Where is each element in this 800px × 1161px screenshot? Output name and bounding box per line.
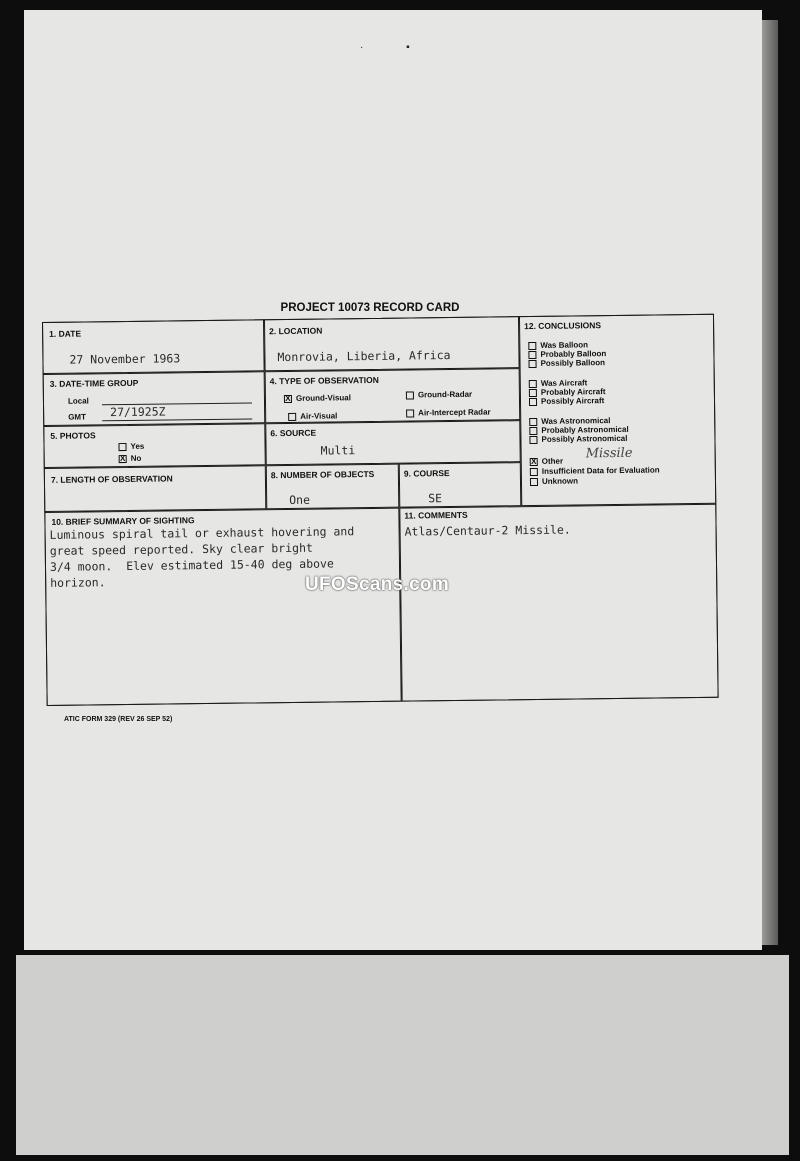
photos-yes-option [118, 442, 144, 451]
photos-no-option [119, 454, 142, 463]
checkbox-icon [529, 380, 537, 388]
other-handwritten: Missile [585, 445, 633, 462]
photos-cell [43, 423, 265, 468]
checkbox-icon [528, 342, 536, 350]
checkbox-icon [529, 389, 537, 397]
conclusion-text: Probably Balloon [540, 349, 607, 359]
comments-label: 11. COMMENTS [404, 509, 468, 521]
conclusion-possibly-balloon [528, 358, 605, 368]
summary-label: 10. BRIEF SUMMARY OF SIGHTING [51, 515, 195, 527]
location-value: Monrovia, Liberia, Africa [277, 348, 451, 365]
photos-yes-checkbox [118, 443, 126, 451]
num-objects-label: 8. NUMBER OF OBJECTS [270, 468, 375, 481]
summary-line: Luminous spiral tail or exhaust hovering and [49, 524, 355, 542]
comments-cell [399, 504, 718, 702]
checkbox-icon [529, 427, 537, 435]
checkbox-icon [528, 351, 536, 359]
conclusions-cell [519, 314, 716, 506]
summary-line: great speed reported. Sky clear bright [49, 540, 313, 558]
other-checkbox: X [531, 456, 537, 466]
air-intercept-option [406, 408, 491, 418]
conclusions-label: 12. CONCLUSIONS [524, 320, 602, 332]
photos-label: 5. PHOTOS [50, 430, 96, 441]
type-obs-label: 4. TYPE OF OBSERVATION [269, 374, 379, 387]
length-cell [44, 465, 267, 512]
course-value: SE [428, 491, 443, 506]
air-intercept-text: Air-Intercept Radar [418, 407, 491, 418]
ground-radar-checkbox [406, 391, 414, 399]
summary-cell [44, 508, 401, 706]
checkbox-icon [529, 418, 537, 426]
conclusion-text: Possibly Balloon [540, 358, 606, 368]
conclusion-text: Probably Astronomical [541, 424, 629, 435]
conclusion-text: Probably Aircraft [540, 387, 606, 397]
air-visual-option [288, 411, 337, 421]
course-cell [399, 462, 522, 507]
air-visual-text: Air-Visual [300, 411, 338, 421]
conclusion-text: Was Astronomical [541, 416, 611, 426]
checkbox-icon [530, 468, 538, 476]
ground-visual-option [284, 393, 351, 403]
type-obs-cell [265, 368, 521, 423]
date-value: 27 November 1963 [69, 351, 181, 367]
lower-sheet [16, 955, 789, 1155]
ground-visual-text: Ground-Visual [295, 393, 351, 403]
dtg-label: 3. DATE-TIME GROUP [49, 377, 139, 389]
location-cell [264, 316, 520, 371]
watermark: UFOScans.com [305, 574, 450, 595]
gmt-value: 27/1925Z [110, 404, 166, 420]
conclusion-possibly-aircraft [529, 396, 604, 406]
checkbox-icon [529, 398, 537, 406]
photos-yes-text: Yes [130, 441, 145, 451]
ground-radar-option [406, 390, 472, 400]
conclusion-text: Other [541, 456, 564, 466]
conclusion-possibly-astronomical [529, 434, 627, 444]
conclusion-text: Unknown [541, 476, 579, 486]
ground-radar-text: Ground-Radar [417, 389, 473, 400]
form-number: ATIC FORM 329 (REV 26 SEP 52) [64, 716, 173, 723]
ground-visual-checkbox: X [285, 393, 291, 403]
checkbox-icon [528, 360, 536, 368]
summary-line: 3/4 moon. Elev estimated 15-40 deg above [49, 556, 334, 574]
num-objects-cell [266, 464, 400, 510]
conclusion-text: Possibly Astronomical [541, 433, 628, 444]
location-label: 2. LOCATION [269, 325, 323, 337]
dust-specks: · ▪ [360, 42, 430, 53]
conclusion-text: Was Aircraft [540, 378, 588, 388]
dtg-cell [43, 371, 266, 426]
photos-no-text: No [130, 453, 142, 463]
record-card [42, 314, 719, 706]
source-value: Multi [320, 443, 356, 458]
photos-no-checkbox: X [119, 453, 126, 463]
source-cell [265, 420, 520, 465]
checkbox-icon [529, 436, 537, 444]
comments-value: Atlas/Centaur-2 Missile. [404, 522, 571, 539]
conclusion-text: Was Balloon [540, 340, 589, 350]
local-label: Local [67, 396, 89, 406]
conclusion-unknown [530, 476, 578, 486]
conclusion-text: Possibly Aircraft [540, 396, 605, 406]
card-title: PROJECT 10073 RECORD CARD [280, 302, 460, 314]
conclusion-insufficient-data [530, 465, 660, 476]
date-label: 1. DATE [49, 328, 82, 339]
course-label: 9. COURSE [403, 468, 450, 479]
conclusion-other [530, 457, 563, 466]
date-cell [42, 319, 265, 374]
conclusion-text: Insufficient Data for Evaluation [541, 465, 660, 476]
air-intercept-checkbox [406, 409, 414, 417]
num-objects-value: One [289, 492, 311, 507]
checkbox-icon [530, 478, 538, 486]
air-visual-checkbox [288, 413, 296, 421]
gmt-label: GMT [68, 412, 86, 422]
length-label: 7. LENGTH OF OBSERVATION [50, 473, 173, 485]
paper-edge-shadow [762, 20, 778, 945]
source-label: 6. SOURCE [270, 427, 317, 439]
summary-line: horizon. [50, 575, 106, 590]
